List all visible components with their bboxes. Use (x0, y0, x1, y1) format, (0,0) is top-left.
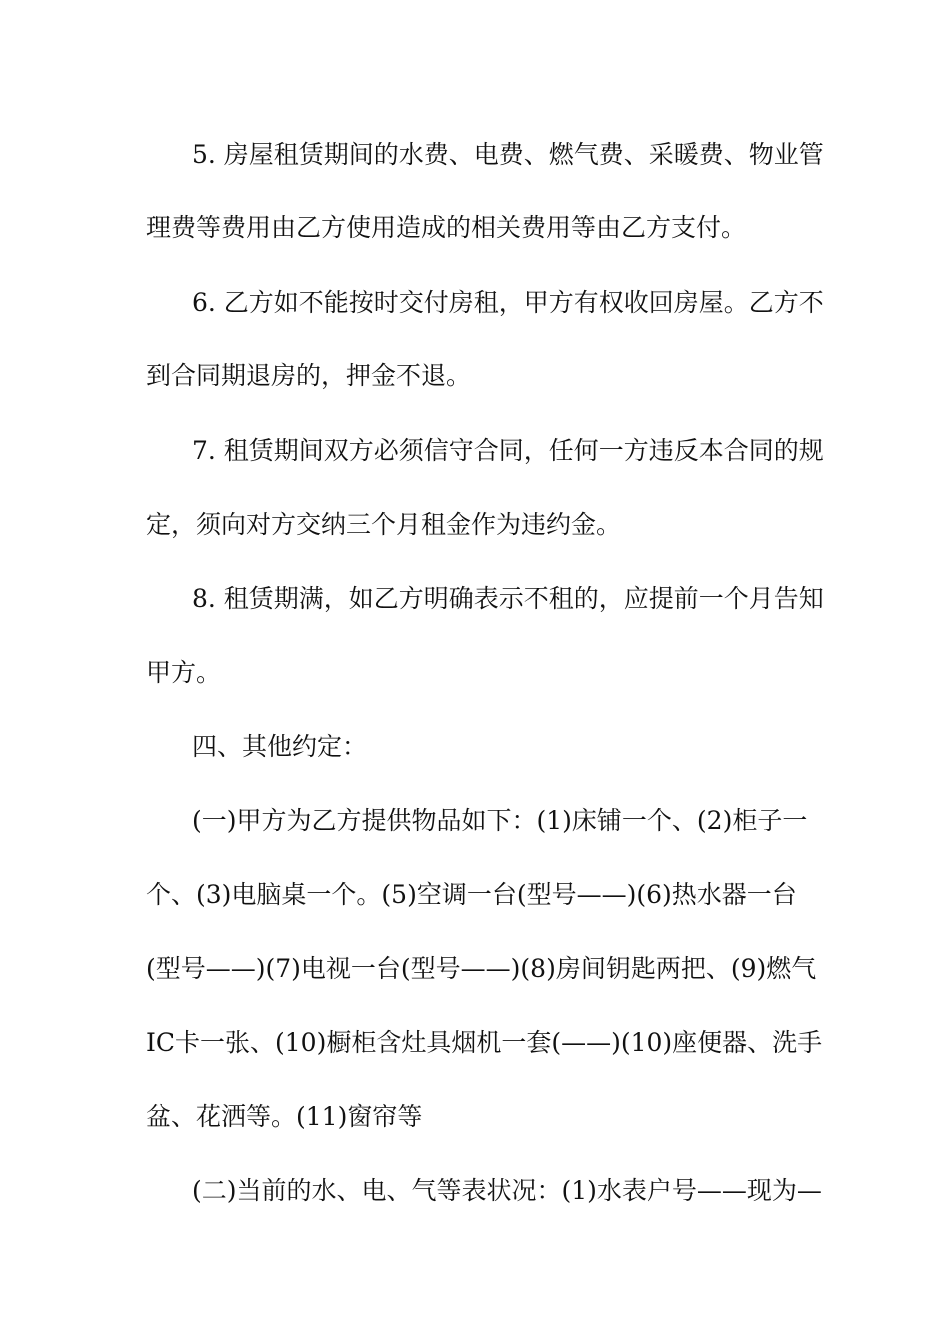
item-1-line-4: IC卡一张、(10)橱柜含灶具烟机一套(——)(10)座便器、洗手 (146, 1028, 823, 1057)
clause-8-line-1: 8. 租赁期满，如乙方明确表示不租的，应提前一个月告知 (192, 584, 824, 613)
clause-6-line-1: 6. 乙方如不能按时交付房租，甲方有权收回房屋。乙方不 (192, 288, 824, 317)
item-1-line-2: 个、(3)电脑桌一个。(5)空调一台(型号——)(6)热水器一台 (146, 880, 797, 909)
clause-5-line-1: 5. 房屋租赁期间的水费、电费、燃气费、采暖费、物业管 (192, 140, 824, 169)
item-2-line-1: (二)当前的水、电、气等表状况：(1)水表户号——现为— (192, 1176, 822, 1205)
clause-6-line-2: 到合同期退房的，押金不退。 (146, 361, 472, 390)
clause-5-line-2: 理费等费用由乙方使用造成的相关费用等由乙方支付。 (146, 213, 747, 242)
item-1-line-5: 盆、花洒等。(11)窗帘等 (146, 1102, 423, 1131)
clause-8-line-2: 甲方。 (146, 658, 222, 687)
clause-7-line-2: 定，须向对方交纳三个月租金作为违约金。 (146, 510, 622, 539)
item-1-line-3: (型号——)(7)电视一台(型号——)(8)房间钥匙两把、(9)燃气 (146, 954, 817, 983)
item-1-line-1: (一)甲方为乙方提供物品如下：(1)床铺一个、(2)柜子一 (192, 806, 808, 835)
section-heading: 四、其他约定： (192, 732, 368, 761)
clause-7-line-1: 7. 租赁期间双方必须信守合同，任何一方违反本合同的规 (192, 436, 824, 465)
